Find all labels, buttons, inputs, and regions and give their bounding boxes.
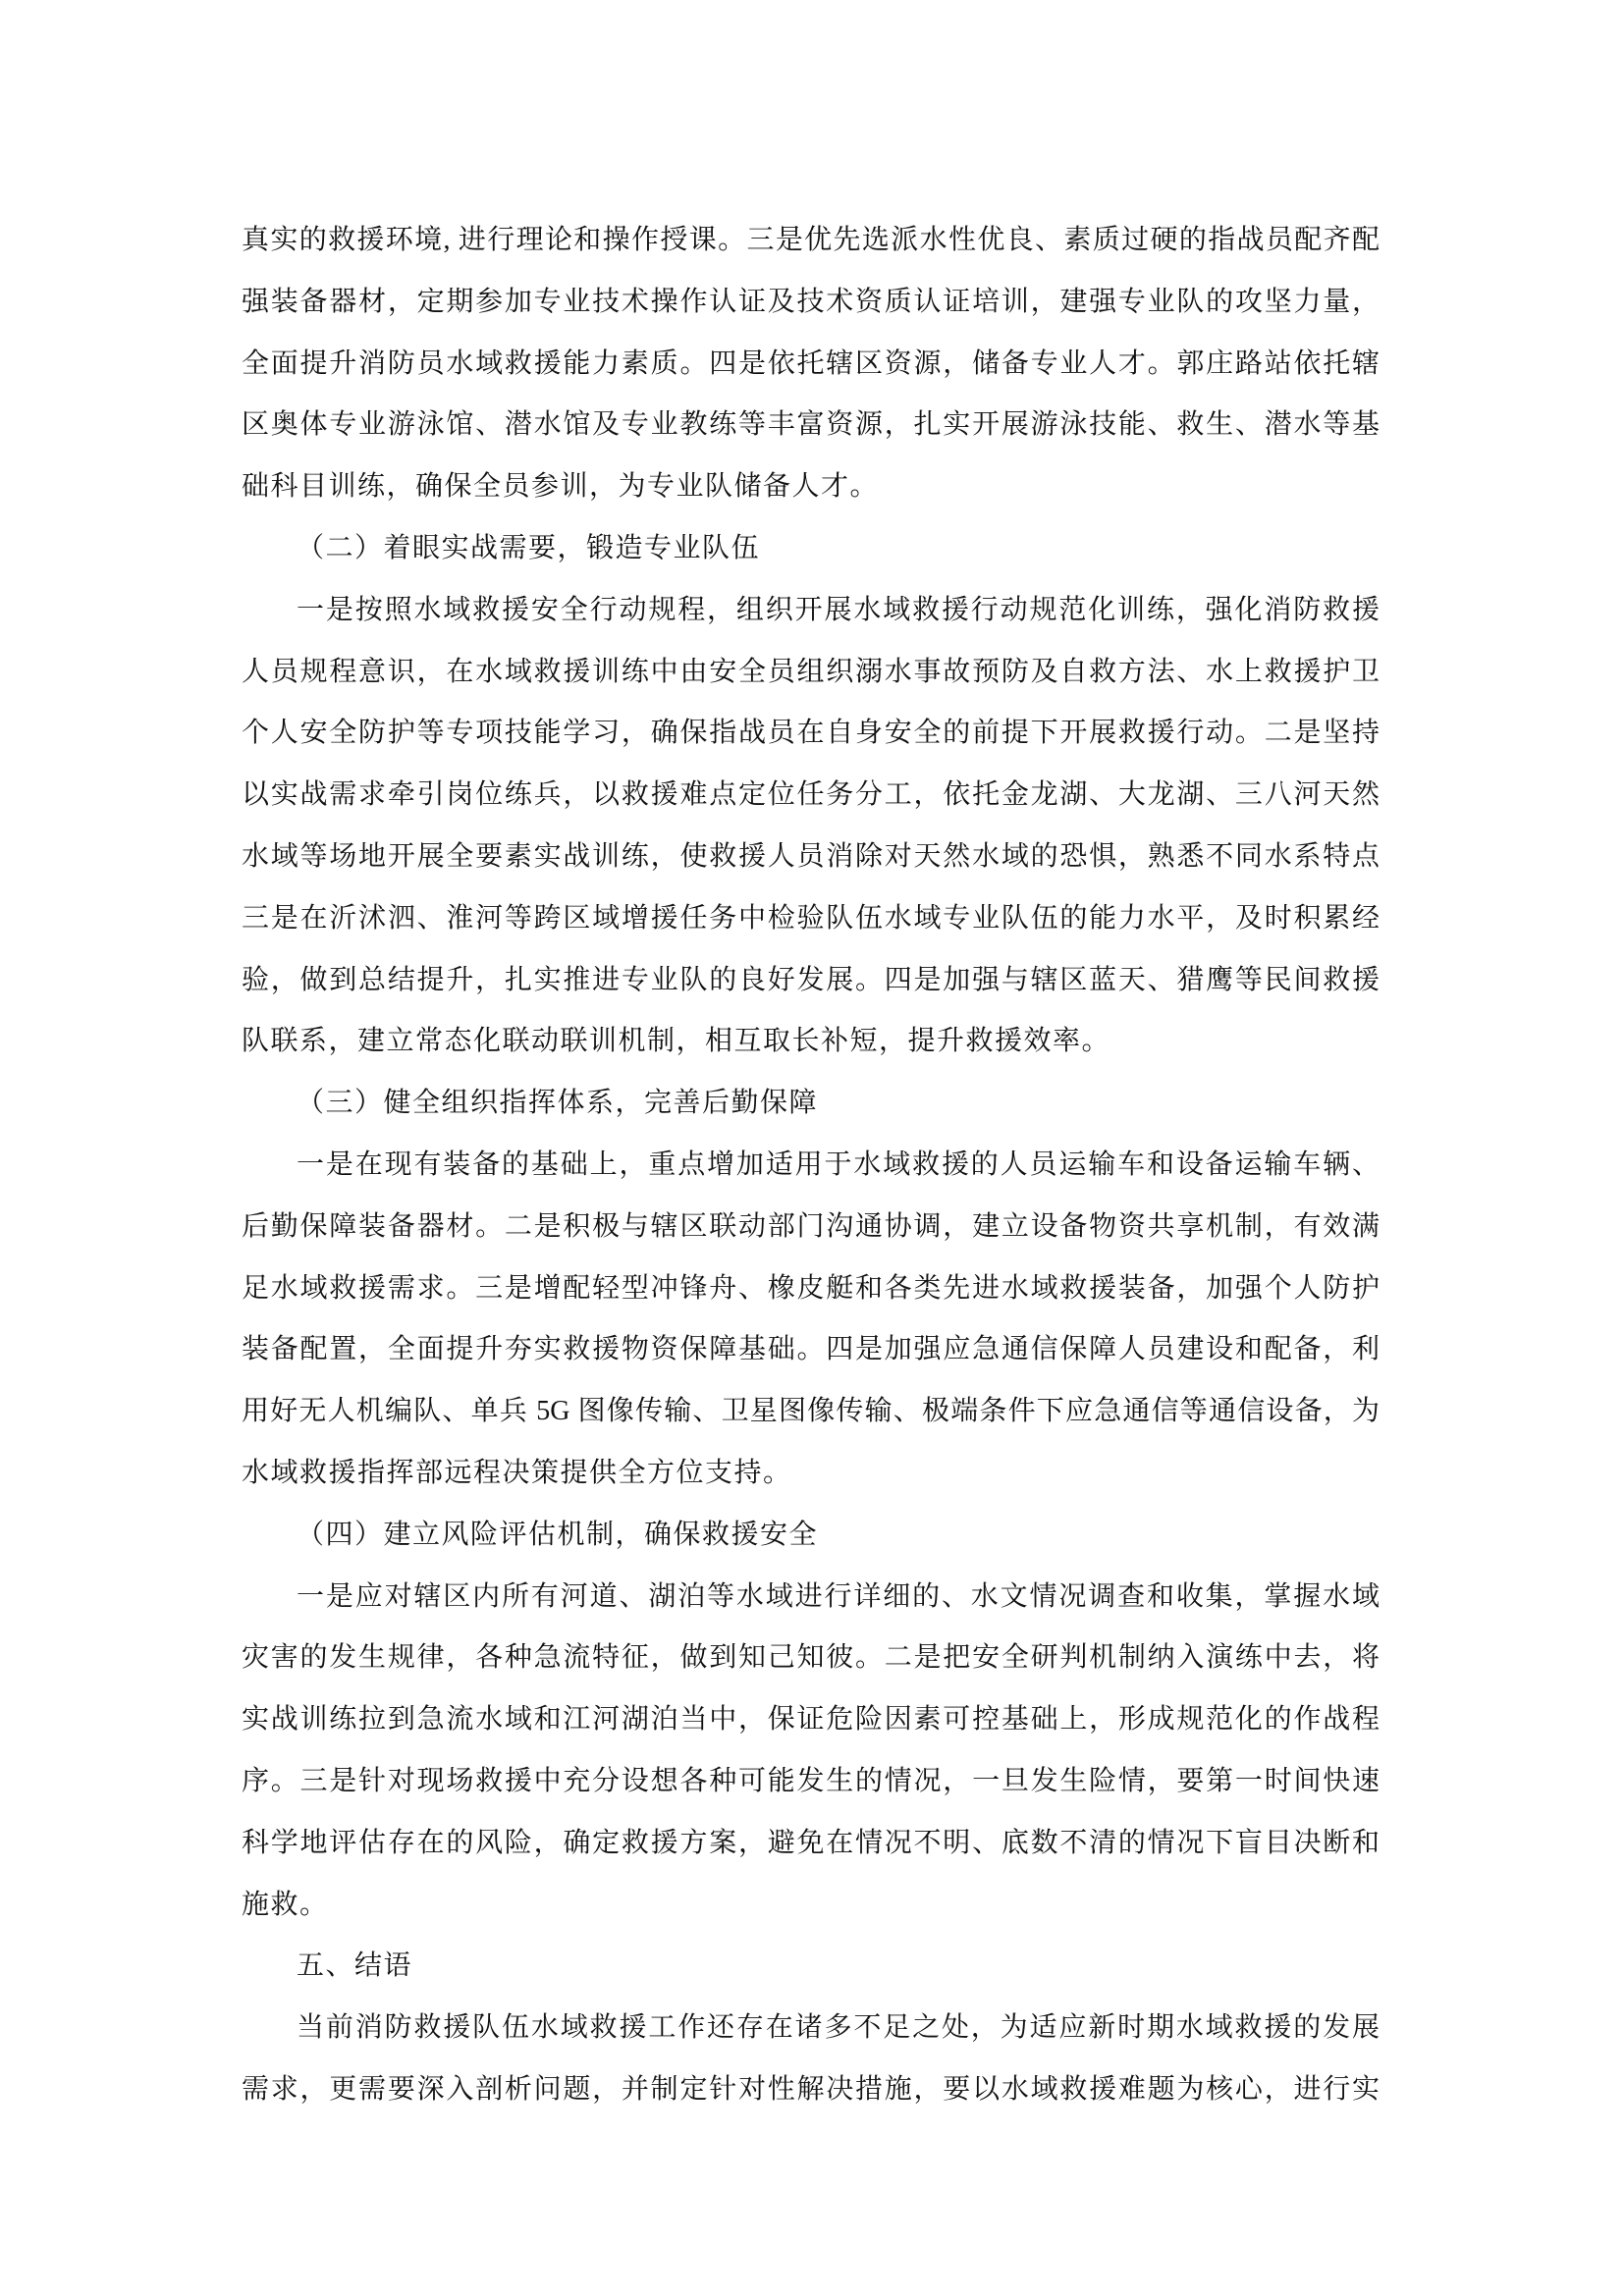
text-line: （二）着眼实战需要，锻造专业队伍	[297, 532, 761, 563]
text-line: 序。三是针对现场救援中充分设想各种可能发生的情况，一旦发生险情，要第一时间快速	[242, 1765, 1380, 1796]
text-line: 一是在现有装备的基础上，重点增加适用于水域救援的人员运输车和设备运输车辆、	[297, 1148, 1380, 1180]
text-line: 后勤保障装备器材。二是积极与辖区联动部门沟通协调，建立设备物资共享机制，有效满	[242, 1210, 1380, 1242]
text-line: 人员规程意识，在水域救援训练中由安全员组织溺水事故预防及自救方法、水上救援护卫	[242, 656, 1380, 687]
text-line: （四）建立风险评估机制，确保救援安全	[297, 1519, 819, 1550]
text-line: 实战训练拉到急流水域和江河湖泊当中，保证危险因素可控基础上，形成规范化的作战程	[242, 1704, 1380, 1735]
text-line: 用好无人机编队、单兵 5G 图像传输、卫星图像传输、极端条件下应急通信等通信设备，为	[242, 1396, 1380, 1427]
text-line: 当前消防救援队伍水域救援工作还存在诸多不足之处，为适应新时期水域救援的发展	[297, 2012, 1380, 2044]
text-line: 验，做到总结提升，扎实推进专业队的良好发展。四是加强与辖区蓝天、猎鹰等民间救援	[242, 964, 1380, 995]
text-line: 全面提升消防员水域救援能力素质。四是依托辖区资源，储备专业人才。郭庄路站依托辖	[242, 347, 1380, 379]
text-line: 足水域救援需求。三是增配轻型冲锋舟、橡皮艇和各类先进水域救援装备，加强个人防护	[242, 1272, 1380, 1304]
text-line: 水域等场地开展全要素实战训练，使救援人员消除对天然水域的恐惧，熟悉不同水系特点	[242, 840, 1380, 872]
text-line: 科学地评估存在的风险，确定救援方案，避免在情况不明、底数不清的情况下盲目决断和	[242, 1827, 1380, 1858]
text-line: 队联系，建立常态化联动联训机制，相互取长补短，提升救援效率。	[242, 1026, 1111, 1057]
text-line: 需求，更需要深入剖析问题，并制定针对性解决措施，要以水域救援难题为核心，进行实	[242, 2073, 1380, 2105]
text-line: （三）健全组织指挥体系，完善后勤保障	[297, 1088, 819, 1119]
document-body	[242, 210, 1380, 2121]
text-line: 三是在沂沭泗、淮河等跨区域增援任务中检验队伍水域专业队伍的能力水平，及时积累经	[242, 902, 1380, 934]
text-line: 施救。	[242, 1889, 329, 1920]
text-line: 以实战需求牵引岗位练兵，以救援难点定位任务分工，依托金龙湖、大龙湖、三八河天然	[242, 779, 1380, 811]
text-line: 水域救援指挥部远程决策提供全方位支持。	[242, 1457, 792, 1488]
text-line: 一是按照水域救援安全行动规程，组织开展水域救援行动规范化训练，强化消防救援	[297, 594, 1380, 625]
text-line: 个人安全防护等专项技能学习，确保指战员在自身安全的前提下开展救援行动。二是坚持	[242, 718, 1380, 749]
text-line: 区奥体专业游泳馆、潜水馆及专业教练等丰富资源，扎实开展游泳技能、救生、潜水等基	[242, 409, 1380, 441]
text-line: 强装备器材，定期参加专业技术操作认证及技术资质认证培训，建强专业队的攻坚力量，	[242, 286, 1380, 317]
text-line: 础科目训练，确保全员参训，为专业队储备人才。	[242, 471, 880, 503]
text-line: 一是应对辖区内所有河道、湖泊等水域进行详细的、水文情况调查和收集，掌握水域	[297, 1580, 1380, 1612]
text-line: 装备配置，全面提升夯实救援物资保障基础。四是加强应急通信保障人员建设和配备，利	[242, 1334, 1380, 1365]
text-line: 灾害的发生规律，各种急流特征，做到知己知彼。二是把安全研判机制纳入演练中去，将	[242, 1642, 1380, 1674]
text-line: 真实的救援环境, 进行理论和操作授课。三是优先选派水性优良、素质过硬的指战员配齐配	[242, 225, 1380, 255]
text-line: 五、结语	[297, 1950, 413, 1982]
